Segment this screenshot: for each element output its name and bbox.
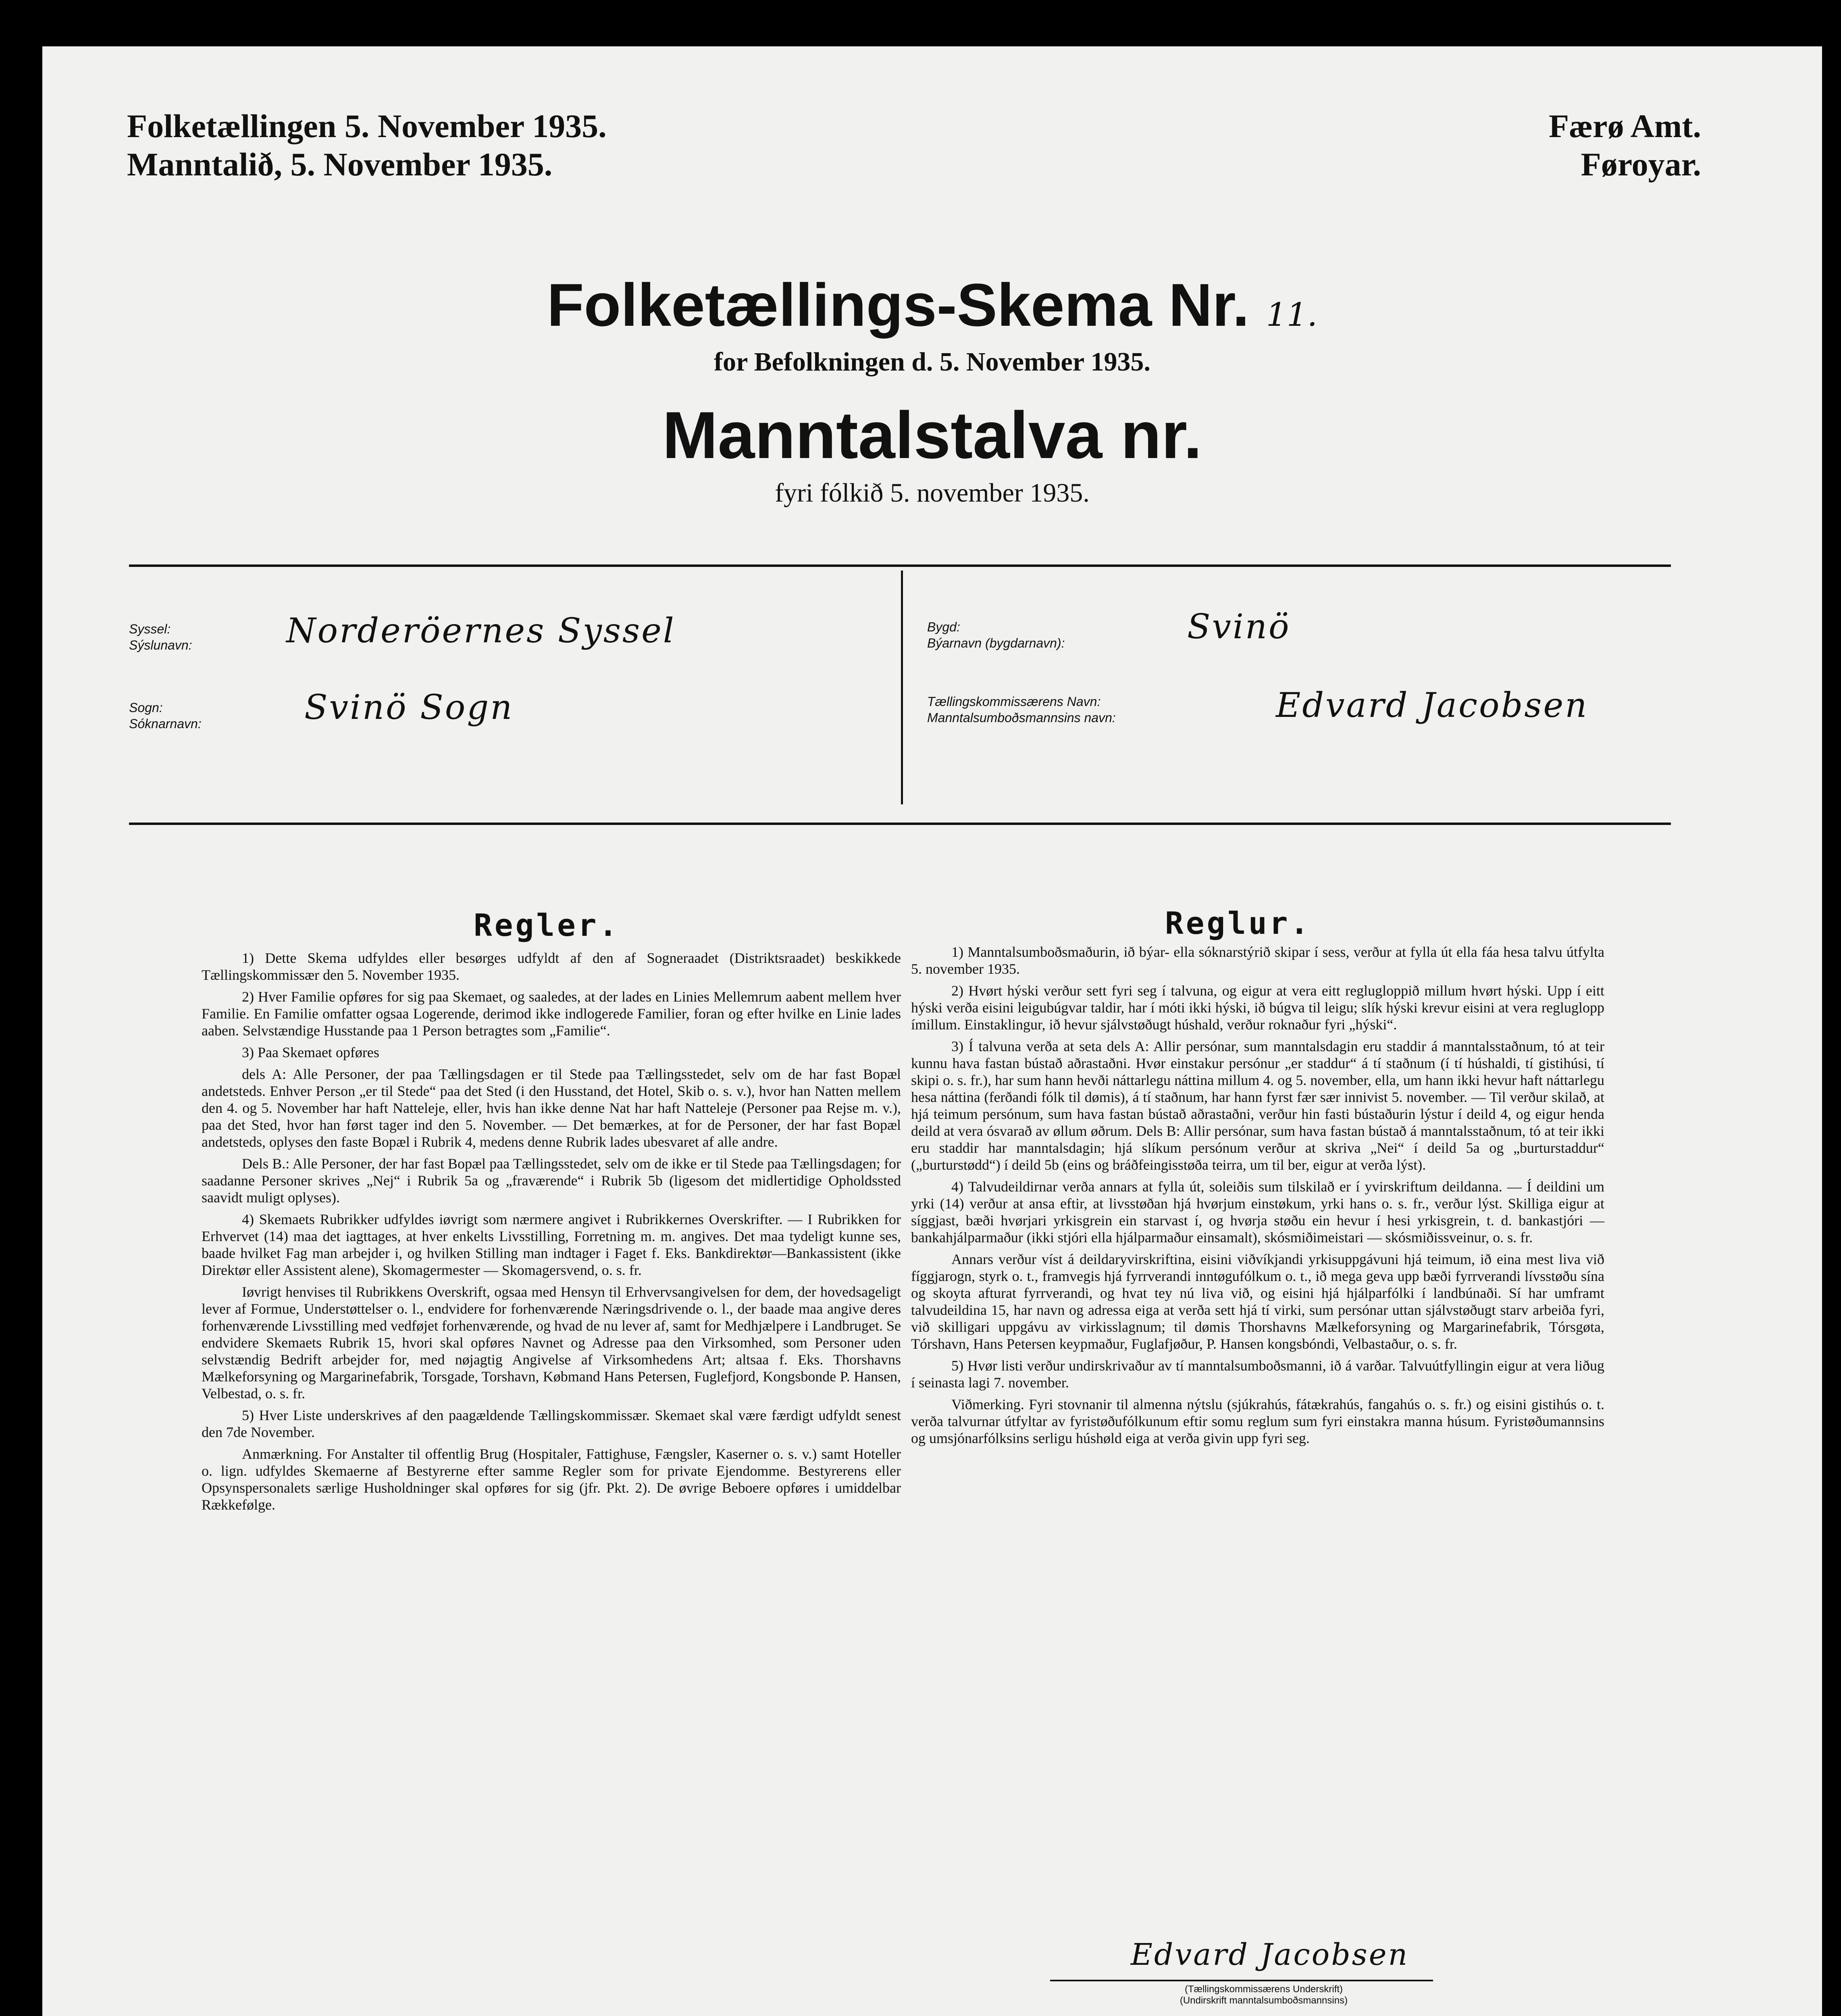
signature-line xyxy=(1050,1980,1433,1981)
rule-paragraph: Anmærkning. For Anstalter til offentlig Brug (Hospitaler, Fattighuse, Fængsler, Kaserner o. s. v.) samt Hoteller o. lign. udfyldes Skemaerne af Bestyrerne efter samme Regler som for private Ejendomme. Bestyrerens eller Opsynspersonalets særlige Husholdninger skal opføres for sig (jfr. Pkt. 2). De øvrige Beboere opføres i umiddelbar Rækkefølge. xyxy=(202,1446,901,1513)
rule-paragraph: 1) Manntalsumboðsmaðurin, ið býar- ella sóknarstýrið skipar í sess, verður at fylla út ella fáa hesa talvu útfylta 5. november 1935. xyxy=(911,944,1604,977)
rule-paragraph: 2) Hvørt hýski verður sett fyri seg í talvuna, og eigur at vera eitt reglugloppið millum hvørt hýski. Upp í eitt hýski verða eisini leigubúgvar taldir, har í móti ikki hýski, ið búgva til leigu; slík hýski krevur eisini at vera regluglopp ímillum. Einstaklingur, ið hevur sjálvstøðugt húshald, verður roknaður fyri „hýski“. xyxy=(911,983,1604,1033)
rule-paragraph: dels A: Alle Personer, der paa Tællingsdagen er til Stede paa Tællingsstedet, selv om de har fast Bopæl andetsteds. Enhver Person „er til Stede“ paa det Sted (i den Husstand, det Hotel, Skib o. s. v.), hvor han Natten mellem den 4. og 5. November har haft Natteleje, eller, hvis han ikke denne Nat har haft Natteleje (Personer paa Rejse m. v.), paa det Sted, hvor han først tager ind den 5. November. — Det bemærkes, at for de Personer, der har fast Bopæl andetsteds, oplyses den faste Bopæl i Rubrik 4, medens denne Rubrik lades ubesvaret af alle andre. xyxy=(202,1066,901,1150)
rules-heading-danish: Regler. xyxy=(474,907,620,943)
rule-paragraph: 5) Hver Liste underskrives af den paagældende Tællingskommissær. Skemaet skal være færdigt udfyldt senest den 7de November. xyxy=(202,1407,901,1440)
form-number-handwritten: 11. xyxy=(1266,296,1318,333)
signature-caption: (Tællingskommissærens Underskrift) (Undirskrift manntalsumboðsmannsins) xyxy=(1179,1984,1348,2006)
rules-heading-faroese: Reglur. xyxy=(1165,905,1311,941)
header-foroyar: Føroyar. xyxy=(1581,146,1701,183)
bottom-rule xyxy=(129,823,1671,825)
header-right xyxy=(1549,107,1701,183)
rule-paragraph: 1) Dette Skema udfyldes eller besørges udfyldt af den af Sogneraadet (Distriktsraadet) beskikkede Tællingskommissær den 5. November 1935. xyxy=(202,950,901,983)
bygd-label: Bygd: Býarnavn (bygdarnavn): xyxy=(927,620,1065,650)
vertical-divider xyxy=(901,571,903,804)
sogn-value: Svinö Sogn xyxy=(304,687,514,727)
bygd-value: Svinö xyxy=(1187,607,1291,646)
rule-paragraph: Dels B.: Alle Personer, der har fast Bopæl paa Tællingsstedet, selv om de ikke er til Stede paa Tællingsdagen; for saadanne Personer skrives „Nej“ i Rubrik 5a og „fraværende“ i Rubrik 5b (ligesom det midlertidige Opholdssted saavidt muligt oplyses). xyxy=(202,1156,901,1206)
form-title xyxy=(42,270,1822,340)
syssel-label: Syssel: Sýslunavn: xyxy=(129,622,192,652)
signature-handwritten: Edvard Jacobsen xyxy=(1131,1937,1409,1972)
top-rule xyxy=(129,564,1671,567)
form-subtitle-faroese: fyri fólkið 5. november 1935. xyxy=(775,478,1090,508)
rule-paragraph: 3) Í talvuna verða at seta dels A: Allir persónar, sum manntalsdagin eru staddir á manntalsstaðnum, tó at teir kunnu hava fastan bústað aðrastaðni. Hvør einstakur persónur „er staddur“ á tí staðnum (í tí húshaldi, tí gistihúsi, tí skipi o. s. fr.), har sum hann hevði náttarlegu náttina millum 4. og 5. november, ella, um hann ikki hevur haft náttarlegu hesa náttina (ferðandi fólk til dømis), á tí staðnum, har hann fyrst fær sær innivist 5. november. — Til verður skilað, at hjá teimum persónum, sum hava fastan bústað aðrastaðni, verður hin fasti bústaðurin lýstur í deild 4, og eigur henda deild at vera ósvarað av øllum øðrum. Dels B: Allir persónar, sum hava fastan bústað á manntalsstaðnum, tó at teir ikki eru staddir har manntalsdagin; hjá slíkum persónum verður at skriva „Nei“ í deild 5a og „burturstaddur“ („burturstødd“) í deild 5b (eins og bráðfeingisstøða teirra, um til ber, eigur at verða lýst). xyxy=(911,1038,1604,1173)
census-form-page xyxy=(42,46,1822,2016)
rule-paragraph: 5) Hvør listi verður undirskrivaður av tí manntalsumboðsmanni, ið á varðar. Talvuútfyllingin eigur at vera liðug í seinasta lagi 7. november. xyxy=(911,1358,1604,1391)
rule-paragraph: Annars verður víst á deildaryvirskriftina, eisini viðvíkjandi yrkisuppgávuni hjá teimum, ið eina mest liva við fíggjarogn, styrk o. t., framvegis hjá fyrrverandi inntøgufólkum o. t., ið mega geva upp bæði fyrrverandi lívsstøðu sína og skoyta afturat fyrrverandi, og hvat tey nú liva við, og eisini hjá hjálparfólki í landbúnaði. Sí har umframt talvudeildina 15, har navn og adressa eiga at verða sett hjá tí virki, sum persónar uttan sjálvstøðugt starv arbeiða fyri, við skilligari uppgávu av virkisslagnum; til dømis Thorshavns Mælkeforsyning og Margarinefabrik, Tórsgøta, Tórshavn, Hans Petersen keypmaður, Fuglafjøður, P. Hansen kongsbóndi, Velbastaður, o. s. fr. xyxy=(911,1251,1604,1352)
rule-paragraph: 2) Hver Familie opføres for sig paa Skemaet, og saaledes, at der lades en Linies Mellemrum aabent mellem hver Familie. En Familie omfatter ogsaa Logerende, derimod ikke indlogerede Familier, foran og efter hvilke en Linie lades aaben. Selvstændige Husstande paa 1 Person betragtes som „Familie“. xyxy=(202,989,901,1039)
form-title-text: Folketællings-Skema Nr. xyxy=(547,271,1250,339)
header-census-date-fo: Manntalið, 5. November 1935. xyxy=(127,146,553,183)
form-title-faroese: Manntalstalva nr. xyxy=(662,398,1202,472)
rule-paragraph: Iøvrigt henvises til Rubrikkens Overskrift, ogsaa med Hensyn til Erhvervsangivelsen for dem, der hovedsageligt lever af Formue, Understøttelser o. l., endvidere for forhenværende Næringsdrivende o. l., der baade maa angive deres forhenværende Livsstilling med vedføjet forhenværende, og hvad de nu lever af, samt for Medhjælpere i Landbruget. Se endvidere Skemaets Rubrik 15, hvori skal opføres Navnet og Adresse paa den Virksomhed, som Personer uden selvstændig Bedrift arbejder for, med nøjagtig Angivelse af Virksomhedens Art; altsaa f. Eks. Thorshavns Mælkeforsyning og Margarinefabrik, Torsgade, Torshavn, Købmand Hans Petersen, Fuglefjord, Kongsbonde P. Hansen, Velbestad, o. s. fr. xyxy=(202,1284,901,1402)
rule-paragraph: 3) Paa Skemaet opføres xyxy=(242,1044,379,1060)
rules-column-faroese xyxy=(911,943,1604,1452)
form-subtitle: for Befolkningen d. 5. November 1935. xyxy=(714,347,1150,377)
sogn-label: Sogn: Sóknarnavn: xyxy=(129,700,202,731)
rule-paragraph: 4) Talvudeildirnar verða annars at fylla út, soleiðis sum tilskilað er í yvirskriftum deildanna. — Í deildini um yrki (14) verður at ansa eftir, at livsstøðan hjá hvørjum einstøkum, yrki hans o. s. fr., verður lýst. Skilliga eigur at síggjast, bæði hvørjari yrkisgrein ein starvast í, og hvørja støðu ein hevur í hesi yrkisgrein, t. d. bankastjóri — bankahjálparmaður (ikki stjóri ella hjálparmaður einsamalt), skósmiðimeistari — skósmiðissveinur, o. s. fr. xyxy=(911,1179,1604,1245)
commissioner-label: Tællingskommissærens Navn: Manntalsumboðsmannsins navn: xyxy=(927,694,1116,725)
commissioner-value: Edvard Jacobsen xyxy=(1276,685,1589,725)
rules-column-danish xyxy=(202,950,901,1518)
rule-paragraph: Viðmerking. Fyri stovnanir til almenna nýtslu (sjúkrahús, fátækrahús, fangahús o. s. fr.) og eisini gistihús o. t. verða talvurnar útfyltar av fyristøðufólkunum eftir somu reglum sum fyri einstakra manna húsum. Fyristøðumannsins og umsjónarfólksins serligu húshøld eiga at verða givin upp fyri seg. xyxy=(911,1396,1604,1446)
header-census-date-da: Folketællingen 5. November 1935. xyxy=(127,108,607,144)
syssel-value: Norderöernes Syssel xyxy=(286,611,676,650)
rule-paragraph: 4) Skemaets Rubrikker udfyldes iøvrigt som nærmere angivet i Rubrikkernes Overskrifter. — I Rubrikken for Erhvervet (14) maa det iagttages, at hver enkelts Livsstilling, Forretning m. m. angives. Det maa tydeligt kunne ses, baade hvilket Fag man arbejder i, og hvilken Stilling man indtager i Faget f. Eks. Bankdirektør—Bankassistent (ikke Direktør eller Assistent alene), Skomagermester — Skomagersvend, o. s. fr. xyxy=(202,1211,901,1278)
header-left xyxy=(127,107,607,183)
header-amt: Færø Amt. xyxy=(1548,108,1701,144)
